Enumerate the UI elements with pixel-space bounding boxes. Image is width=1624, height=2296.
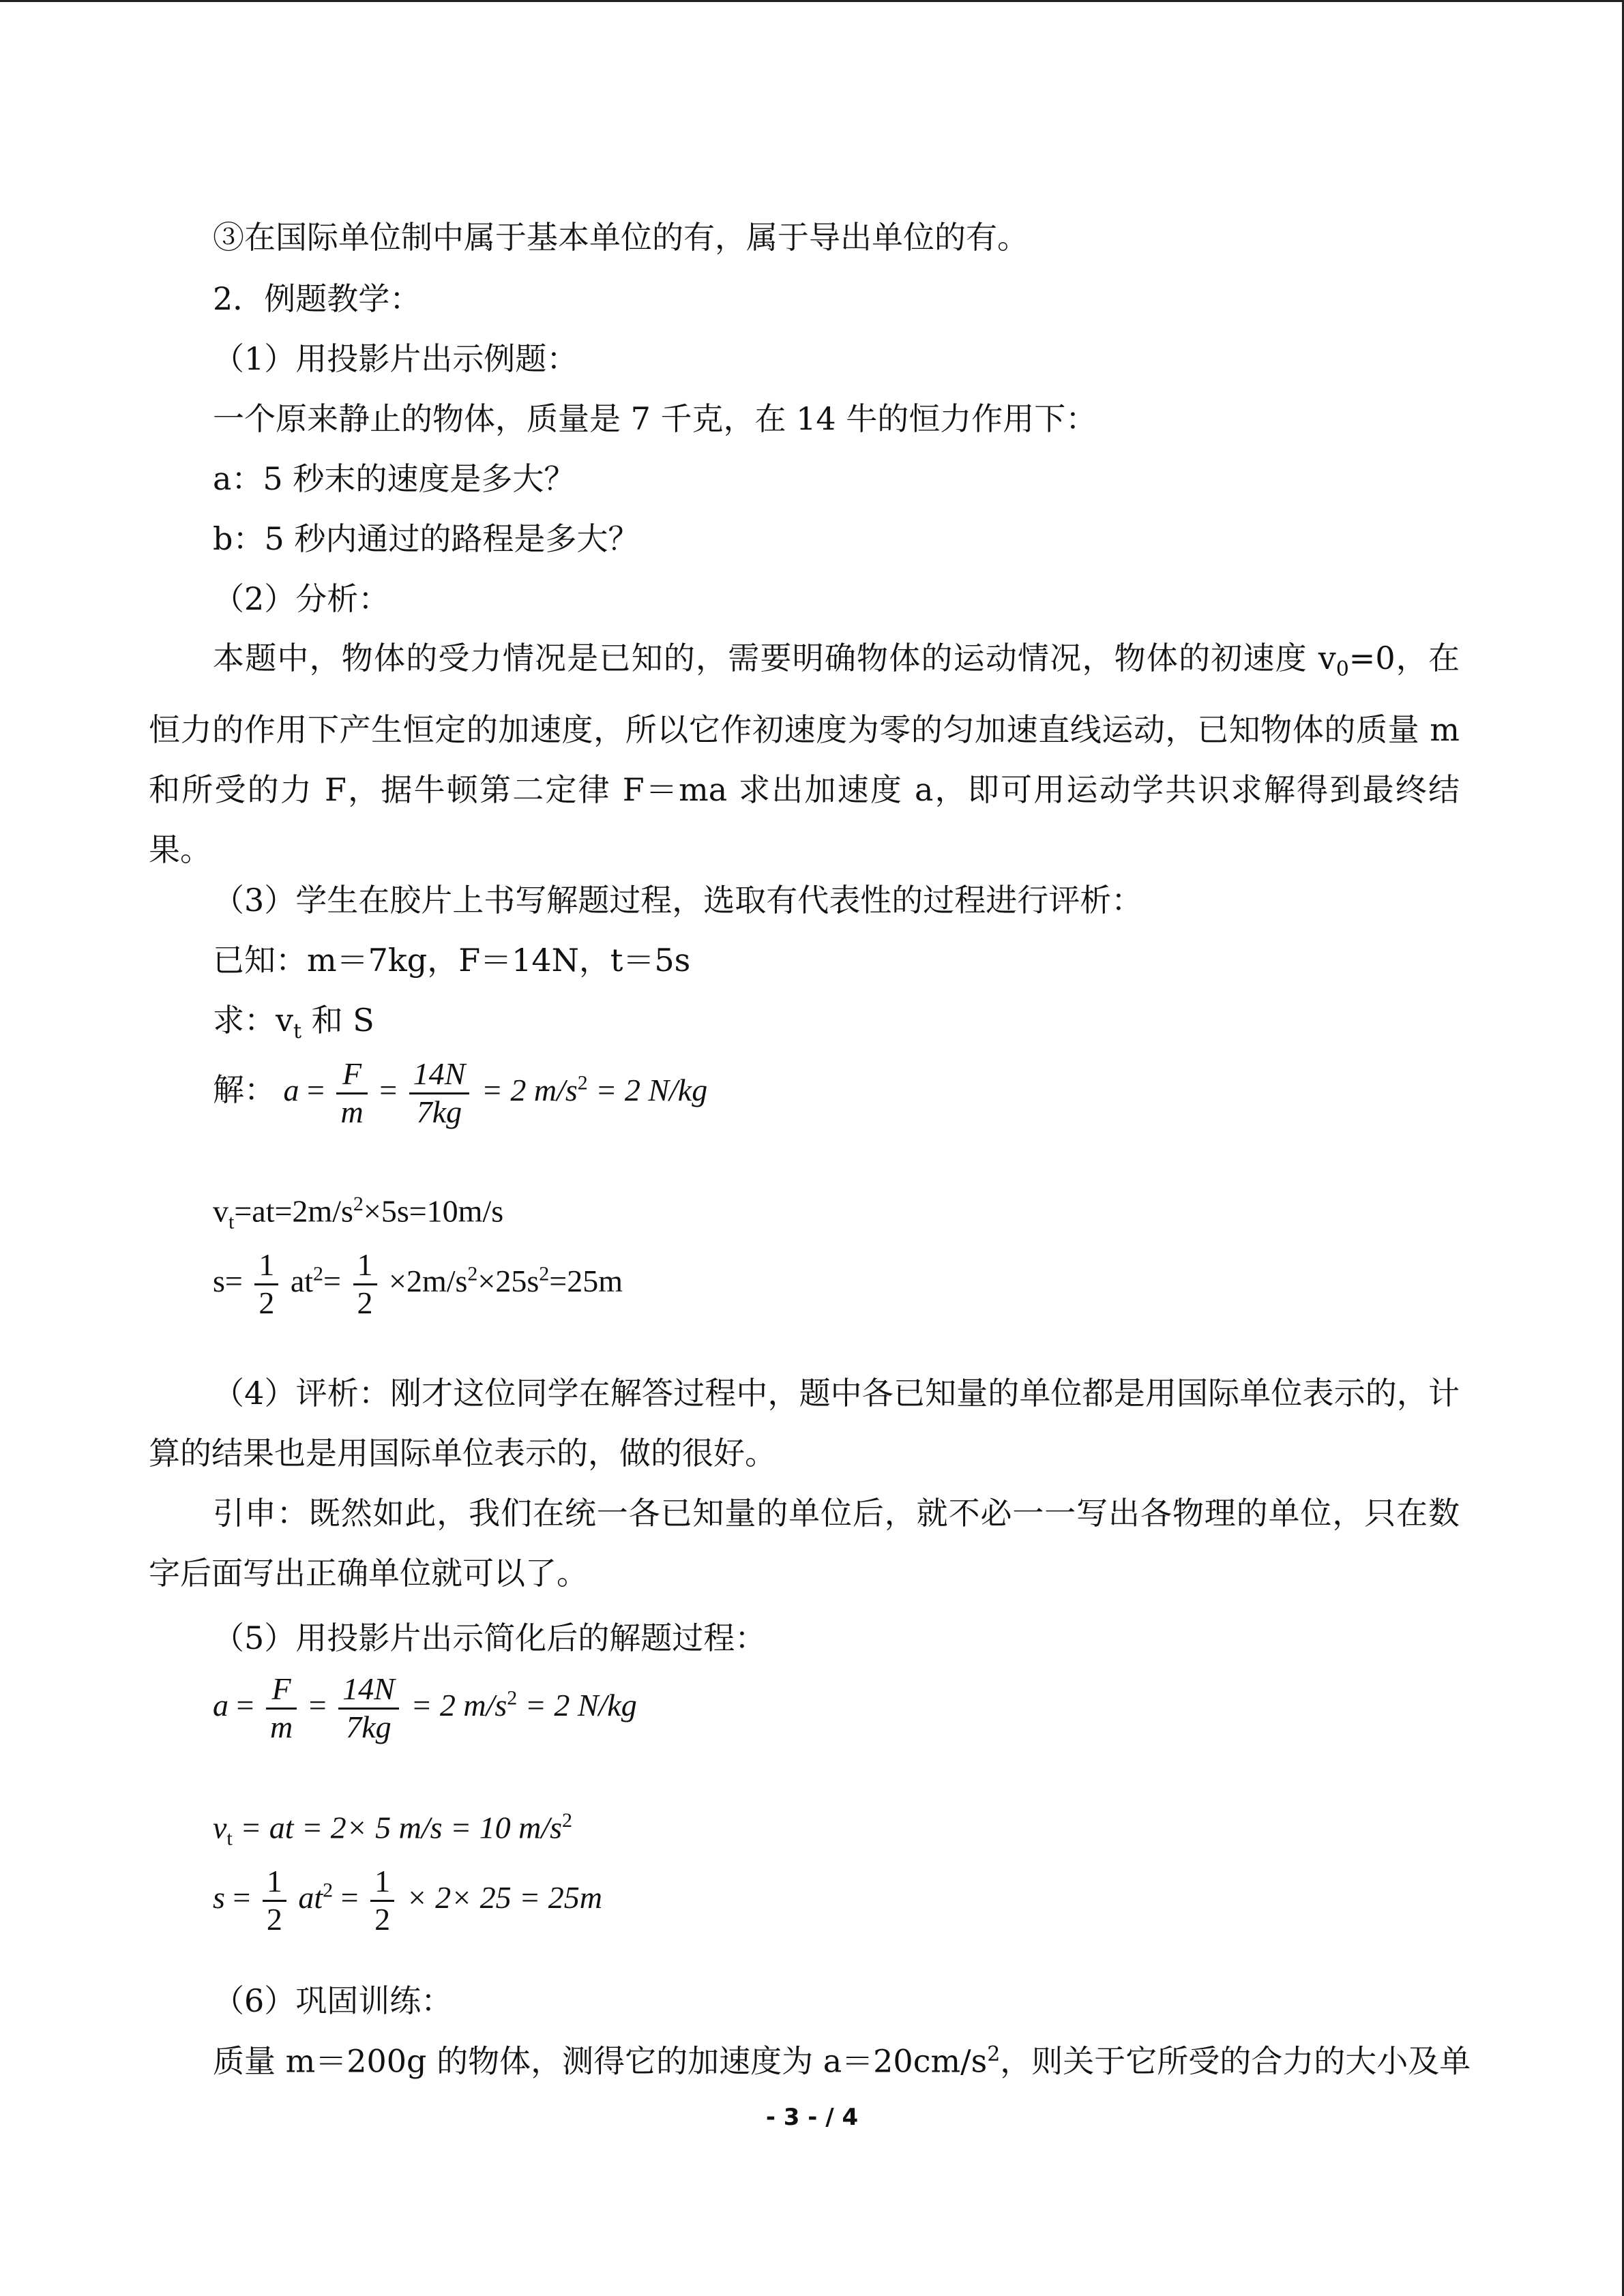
question-a: a：5 秒末的速度是多大？ (213, 460, 576, 497)
text-line: （2）分析： (213, 580, 390, 617)
text-line: ③在国际单位制中属于基本单位的有，属于导出单位的有。 (213, 219, 1029, 256)
fraction: $\frac{F}{m}$ (336, 1056, 367, 1131)
question-b: b：5 秒内通过的路程是多大？ (213, 520, 640, 557)
text-line: （5）用投影片出示简化后的解题过程： (213, 1620, 767, 1656)
fraction: $\frac{1}{2}$ (263, 1864, 286, 1938)
fraction: $\frac{F}{m}$ (266, 1671, 297, 1746)
extension-paragraph: 引申：既然如此，我们在统一各已知量的单位后，就不必一一写出各物理的单位，只在数字后面写出正确单位就可以了。 (149, 1495, 1460, 1592)
fraction: $\frac{1}{2}$ (254, 1247, 278, 1322)
fraction: $\frac{14N}{7kg}$ (409, 1056, 470, 1131)
velocity-equation: $v_t=at=2m/s^2\times 5s=10m/s$ (213, 1193, 504, 1234)
comment-paragraph: （4）评析：刚才这位同学在解答过程中，题中各已知量的单位都是用国际单位表示的，计算的结果也是用国际单位表示的，做的很好。 (149, 1375, 1460, 1472)
fraction: $\frac{14N}{7kg}$ (338, 1671, 399, 1746)
analysis-paragraph: 本题中，物体的受力情况是已知的，需要明确物体的运动情况，物体的初速度 $v_0=0$，在恒力的作用下产生恒定的加速度，所以它作初速度为零的匀加速直线运动，已知物体的质量 m 和所受的力 F，据牛顿第二定律 F＝ma 求出加速度 a，即可用运动学共识求解得到最终结果。 (149, 640, 1460, 869)
solution-equation: 解： a = $\frac{F}{m}$ = $\frac{14N}{7kg}$ = 2 $m/s^2 = 2$ N/kg (213, 1056, 708, 1129)
text-line: （3）学生在胶片上书写解题过程，选取有代表性的过程进行评析： (213, 882, 1143, 919)
known-values: 已知：m＝7kg，F＝14N，t＝5s (213, 942, 691, 979)
fraction: $\frac{1}{2}$ (370, 1864, 394, 1938)
section-heading: 2．例题教学： (213, 280, 422, 317)
fraction: $\frac{1}{2}$ (353, 1247, 377, 1322)
text-line: 一个原来静止的物体，质量是 7 千克，在 14 牛的恒力作用下： (213, 400, 1097, 437)
exercise-line: 质量 m＝200g 的物体，测得它的加速度为 $a=20cm/s^2$，则关于它所受的合力的大小及单 (213, 2042, 1471, 2080)
displacement-equation: s= $\frac{1}{2}$ $at^2=$ $\frac{1}{2}$ $\times 2m/s^2\times 25s^2=25m$ (213, 1247, 623, 1320)
text-line: （6）巩固训练： (213, 1982, 453, 2019)
ask-line: 求：$v_t$ 和 S (213, 1002, 374, 1044)
simplified-displacement-equation: s = $\frac{1}{2}$ $at^2$ = $\frac{1}{2}$ × 2× 25 = 25m (213, 1864, 602, 1937)
simplified-velocity-equation: $v_t$ = at = 2× 5 m/s = 10 $m/s^2$ (213, 1809, 573, 1850)
page-number: - 3 - / 4 (765, 2104, 859, 2131)
text-line: （1）用投影片出示例题： (213, 340, 578, 377)
simplified-acceleration-equation: a = $\frac{F}{m}$ = $\frac{14N}{7kg}$ = 2 $m/s^2 = 2$ N/kg (213, 1671, 637, 1744)
